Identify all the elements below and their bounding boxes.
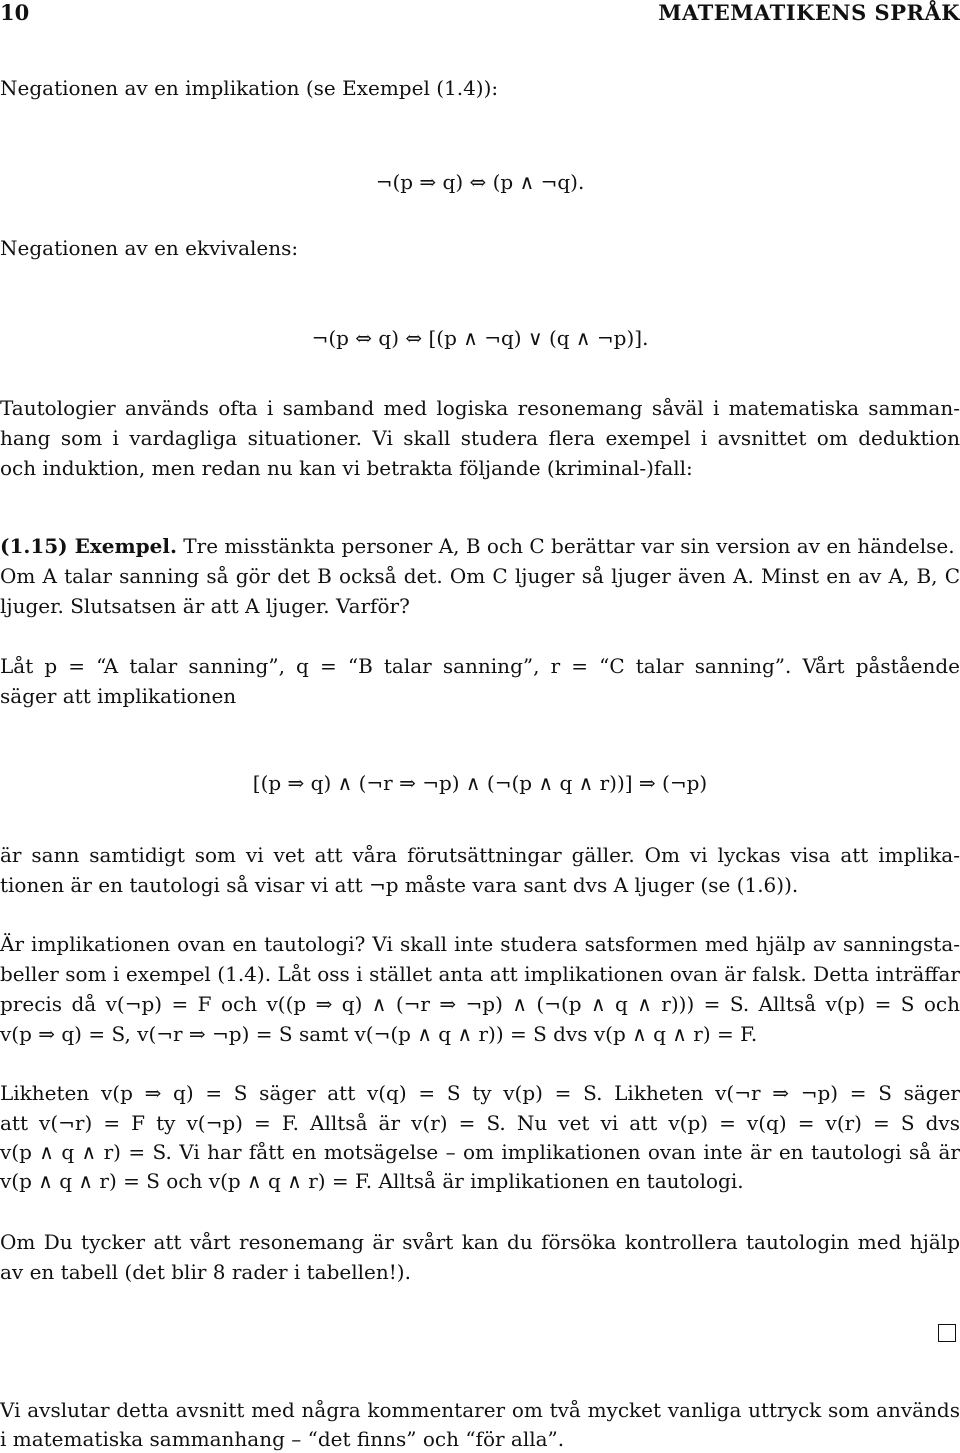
para-tautologier-line: Tautologier används ofta i samband med logiska resonemang såväl i matematiska samman-	[0, 396, 960, 420]
example-line: ljuger. Slutsatsen är att A ljuger. Varför?	[0, 594, 410, 618]
example-first-line	[0, 536, 960, 556]
neg-ekv-formula: ¬(p ⇔ q) ⇔ [(p ∧ ¬q) ∨ (q ∧ ¬p)].	[311, 326, 649, 350]
para-ar-line: v(p ⇒ q) = S, v(¬r ⇒ ¬p) = S samt v(¬(p ∧ q ∧ r)) = S dvs v(p ∧ q ∧ r) = F.	[0, 1022, 758, 1046]
para-omdu-line: Om Du tycker att vårt resonemang är svårt kan du försöka kontrollera tautologin med hjälp	[0, 1230, 960, 1254]
neg-ekv-intro: Negationen av en ekvivalens:	[0, 236, 299, 260]
para-avslut-line: i matematiska sammanhang – “det finns” och “för alla”.	[0, 1427, 565, 1451]
neg-impl-intro: Negationen av en implikation (se Exempel (1.4)):	[0, 76, 499, 100]
qed-square-icon	[938, 1324, 956, 1342]
para-sann-line: är sann samtidigt som vi vet att våra förutsättningar gäller. Om vi lyckas visa att implika-	[0, 843, 960, 867]
neg-impl-formula: ¬(p ⇒ q) ⇔ (p ∧ ¬q).	[375, 170, 585, 194]
para-ar-line: Är implikationen ovan en tautologi? Vi skall inte studera satsformen med hjälp av sanningsta-	[0, 932, 960, 956]
para-likheten-line: att v(¬r) = F ty v(¬p) = F. Alltså är v(r) = S. Nu vet vi att v(p) = v(q) = v(r) = S dvs	[0, 1111, 960, 1135]
chapter-title: MATEMATIKENS SPRÅK	[658, 0, 960, 25]
definitions-line: Låt p = “A talar sanning”, q = “B talar sanning”, r = “C talar sanning”. Vårt påstående	[0, 654, 960, 678]
implication-formula: [(p ⇒ q) ∧ (¬r ⇒ ¬p) ∧ (¬(p ∧ q ∧ r))] ⇒ (¬p)	[252, 771, 708, 795]
example-label: (1.15) Exempel.	[0, 534, 177, 558]
para-likheten-line: Likheten v(p ⇒ q) = S säger att v(q) = S ty v(p) = S. Likheten v(¬r ⇒ ¬p) = S säger	[0, 1081, 960, 1105]
definitions-line: säger att implikationen	[0, 684, 237, 708]
para-likheten-line: v(p ∧ q ∧ r) = S. Vi har fått en motsägelse – om implikationen ovan inte är en tautologi så är	[0, 1140, 960, 1164]
para-omdu-line: av en tabell (det blir 8 rader i tabellen!).	[0, 1260, 411, 1284]
para-ar-line: precis då v(¬p) = F och v((p ⇒ q) ∧ (¬r ⇒ ¬p) ∧ (¬(p ∧ q ∧ r))) = S. Alltså v(p) = S och	[0, 992, 960, 1016]
page-number: 10	[0, 0, 30, 25]
para-tautologier-line: och induktion, men redan nu kan vi betrakta följande (kriminal-)fall:	[0, 456, 693, 480]
para-likheten-line: v(p ∧ q ∧ r) = S och v(p ∧ q ∧ r) = F. Alltså är implikationen en tautologi.	[0, 1169, 744, 1193]
para-tautologier-line: hang som i vardagliga situationer. Vi skall studera flera exempel i avsnittet om deduktion	[0, 426, 960, 450]
para-avslut-line: Vi avslutar detta avsnitt med några kommentarer om två mycket vanliga uttryck som används	[0, 1398, 960, 1422]
example-line: Om A talar sanning så gör det B också det. Om C ljuger så ljuger även A. Minst en av A, B, C	[0, 564, 960, 588]
example-line: Tre misstänkta personer A, B och C berättar var sin version av en händelse.	[183, 534, 955, 558]
para-ar-line: beller som i exempel (1.4). Låt oss i stället anta att implikationen ovan är falsk. Detta inträffar	[0, 962, 960, 986]
para-sann-line: tionen är en tautologi så visar vi att ¬p måste vara sant dvs A ljuger (se (1.6)).	[0, 873, 799, 897]
